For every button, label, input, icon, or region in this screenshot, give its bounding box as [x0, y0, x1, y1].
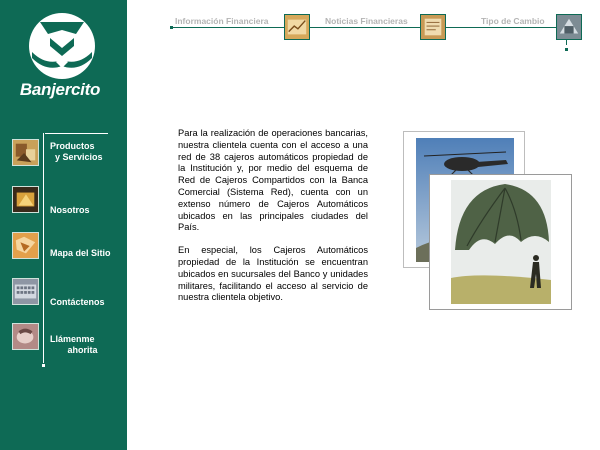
sidebar-item-label: Contáctenos	[50, 297, 105, 307]
about-thumbnail-icon	[12, 186, 39, 213]
finance-info-thumbnail-icon[interactable]	[284, 14, 310, 40]
parachute-soldier-photo	[451, 180, 551, 304]
sidebar-item-label: Llámenme ahorita	[50, 334, 98, 355]
sidebar-rule-end	[42, 364, 45, 367]
sitemap-thumbnail-icon	[12, 232, 39, 259]
sidebar	[0, 0, 127, 450]
top-nav-informacion-financiera[interactable]: Información Financiera	[175, 16, 269, 26]
top-nav-noticias-financieras[interactable]: Noticias Financieras	[325, 16, 408, 26]
exchange-rate-thumbnail-icon[interactable]	[556, 14, 582, 40]
top-nav-tipo-de-cambio[interactable]: Tipo de Cambio	[481, 16, 545, 26]
main-content-text	[178, 128, 368, 315]
brand-name[interactable]: Banjercito	[19, 80, 101, 99]
top-rule	[171, 27, 567, 28]
sidebar-item-llamenme[interactable]	[12, 323, 124, 357]
sidebar-item-mapa[interactable]	[12, 232, 124, 266]
banjercito-logo[interactable]	[26, 12, 98, 80]
sidebar-item-label: Productos y Servicios	[50, 141, 103, 162]
content-paragraph: En especial, los Cajeros Automáticos propiedad de la Institución se encuentran ubicados en sucursales del Banco y unidades militares, facilitando el acceso al servicio de nuestra clientela objetivo.	[178, 245, 368, 303]
sidebar-item-label: Nosotros	[50, 205, 90, 215]
sidebar-item-productos[interactable]	[12, 139, 124, 173]
sidebar-item-nosotros[interactable]	[12, 186, 124, 220]
sidebar-item-contactenos[interactable]	[12, 278, 124, 312]
finance-news-thumbnail-icon[interactable]	[420, 14, 446, 40]
sidebar-divider	[45, 133, 108, 134]
contact-keyboard-icon	[12, 278, 39, 305]
sidebar-item-label: Mapa del Sitio	[50, 248, 111, 258]
top-rule-end	[565, 48, 568, 51]
call-me-phone-icon	[12, 323, 39, 350]
products-thumbnail-icon	[12, 139, 39, 166]
content-paragraph: Para la realización de operaciones bancarias, nuestra clientela cuenta con el acceso a una red de 38 cajeros automáticos propiedad de la Institución y, por medio del esquema de Red de Cajeros Compartidos con la Banca Comercial (Sistema Red), cuenta con un extenso número de Cajeros Automáticos ubicados en las principales ciudades del País.	[178, 128, 368, 233]
